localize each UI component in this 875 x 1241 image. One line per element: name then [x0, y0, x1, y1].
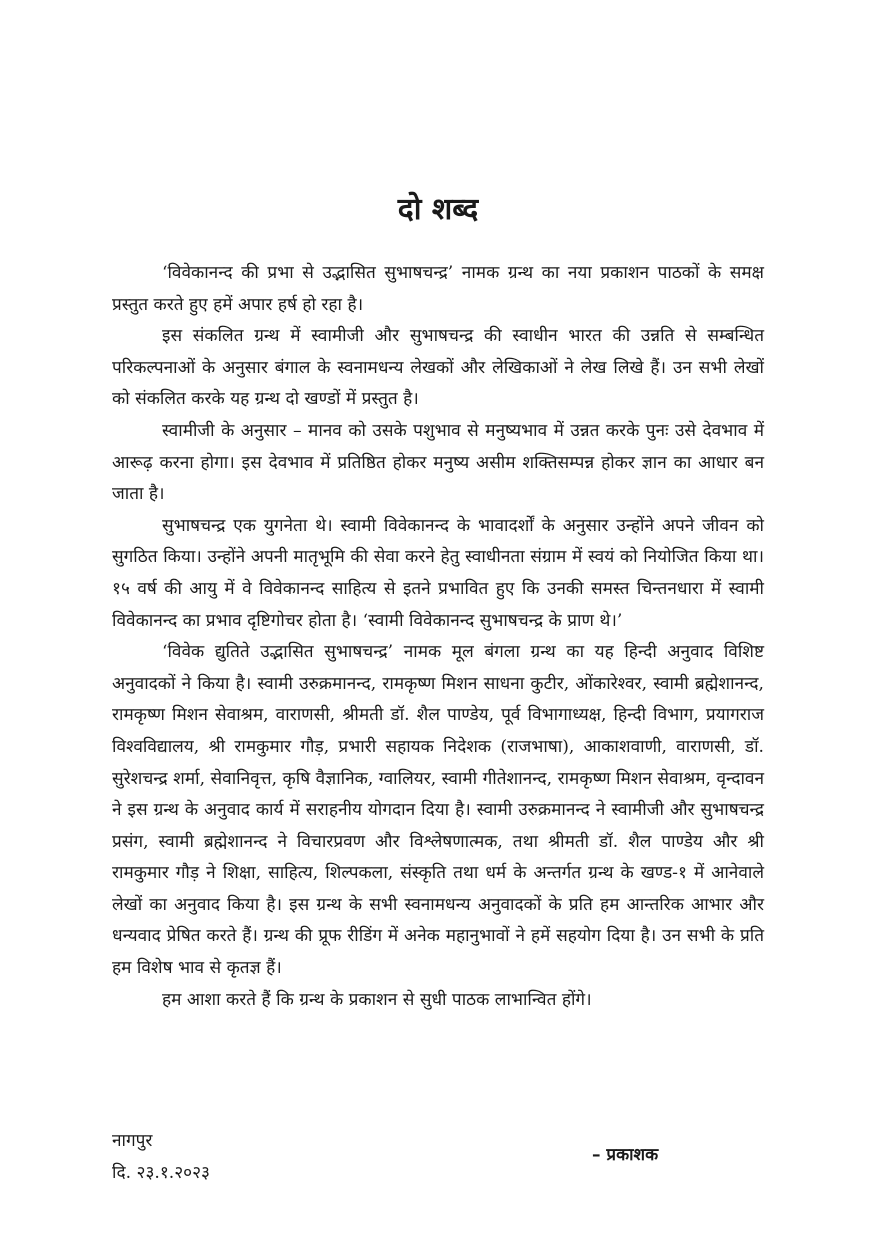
paragraph-translators: ‘विवेक द्युतिते उद्भासित सुभाषचन्द्र’ नामक मूल बंगला ग्रन्थ का यह हिन्दी अनुवाद विशिष्ट अनुवादकों ने किया है। स्वामी उरुक्रमानन्द, रामकृष्ण मिशन साधना कुटीर, ओंकारेश्वर, स्वामी ब्रह्मेशानन्द, रामकृष्ण मिशन सेवाश्रम, वाराणसी, श्रीमती डॉ. शैल पाण्डेय, पूर्व विभागाध्यक्ष, हिन्दी विभाग, प्रयागराज विश्वविद्यालय, श्री रामकुमार गौड़, प्रभारी सहायक निदेशक (राजभाषा), आकाशवाणी, वाराणसी, डॉ. सुरेशचन्द्र शर्मा, सेवानिवृत्त, कृषि वैज्ञानिक, ग्वालियर, स्वामी गीतेशानन्द, रामकृष्ण मिशन सेवाश्रम, वृन्दावन ने इस ग्रन्थ के अनुवाद कार्य में सराहनीय योगदान दिया है। स्वामी उरुक्रमानन्द ने स्वामीजी और सुभाषचन्द्र प्रसंग, स्वामी ब्रह्मेशानन्द ने विचारप्रवण और विश्लेषणात्मक, तथा श्रीमती डॉ. शैल पाण्डेय और श्री रामकुमार गौड़ ने शिक्षा, साहित्य, शिल्पकला, संस्कृति तथा धर्म के अन्तर्गत ग्रन्थ के खण्ड-१ में आनेवाले लेखों का अनुवाद किया है। इस ग्रन्थ के सभी स्वनामधन्य अनुवादकों के प्रति हम आन्तरिक आभार और धन्यवाद प्रेषित करते हैं। ग्रन्थ की प्रूफ रीडिंग में अनेक महानुभावों ने हमें सहयोग दिया है। उन सभी के प्रति हम विशेष भाव से कृतज्ञ हैं।: [112, 642, 764, 979]
place-name: नागपुर: [112, 1131, 153, 1151]
date-line: दि. २३.१.२०२३: [112, 1163, 210, 1183]
document-body: [112, 258, 764, 1016]
document-page: [112, 0, 764, 1241]
paragraph-swamiji-view: स्वामीजी के अनुसार – मानव को उसके पशुभाव से मनुष्यभाव में उन्नत करके पुनः उसे देवभाव में आरूढ़ करना होगा। इस देवभाव में प्रतिष्ठित होकर मनुष्य असीम शक्तिसम्पन्न होकर ज्ञान का आधार बन जाता है।: [112, 420, 764, 505]
page-title: दो शब्द: [397, 192, 479, 227]
paragraph-subhas-chandra: सुभाषचन्द्र एक युगनेता थे। स्वामी विवेकानन्द के भावादर्शों के अनुसार उन्होंने अपने जीवन को सुगठित किया। उन्होंने अपनी मातृभूमि की सेवा करने हेतु स्वाधीनता संग्राम में स्वयं को नियोजित किया था। १५ वर्ष की आयु में वे विवेकानन्द साहित्य से इतने प्रभावित हुए कि उनकी समस्त चिन्तनधारा में स्वामी विवेकानन्द का प्रभाव दृष्टिगोचर होता है। ‘स्वामी विवेकानन्द सुभाषचन्द्र के प्राण थे।’: [112, 515, 764, 631]
paragraph-compilation: इस संकलित ग्रन्थ में स्वामीजी और सुभाषचन्द्र की स्वाधीन भारत की उन्नति से सम्बन्धित परिकल्पनाओं के अनुसार बंगाल के स्वनामधन्य लेखकों और लेखिकाओं ने लेख लिखे हैं। उन सभी लेखों को संकलित करके यह ग्रन्थ दो खण्डों में प्रस्तुत है।: [112, 326, 764, 410]
paragraph-closing: हम आशा करते हैं कि ग्रन्थ के प्रकाशन से सुधी पाठक लाभान्वित होंगे।: [162, 989, 592, 1010]
paragraph-publication-intro: ‘विवेकानन्द की प्रभा से उद्भासित सुभाषचन्द्र’ नामक ग्रन्थ का नया प्रकाशन पाठकों के समक्ष प्रस्तुत करते हुए हमें अपार हर्ष हो रहा है।: [112, 263, 764, 315]
publisher-signature: – प्रकाशक: [592, 1145, 659, 1165]
